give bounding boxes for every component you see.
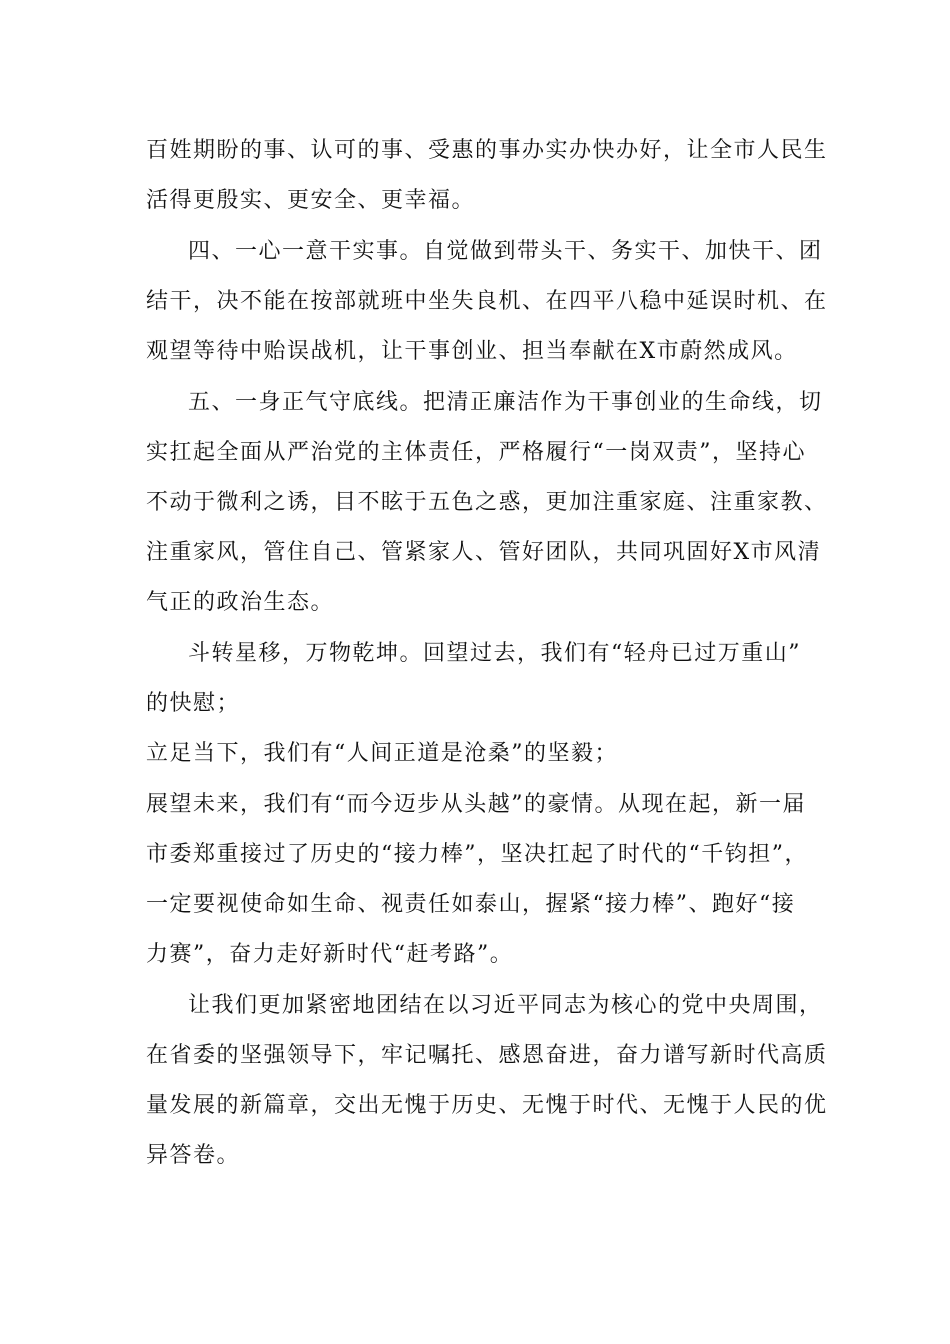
text-line: 展望未来，我们有“而今迈步从头越”的豪情。从现在起，新一届 [146, 792, 806, 817]
text-line: 异答卷。 [146, 1143, 241, 1168]
text-line: 气正的政治生态。 [146, 590, 335, 615]
text-line: 实扛起全面从严治党的主体责任，严格履行“一岗双责”，坚持心 [146, 440, 806, 465]
text-line: 量发展的新篇章，交出无愧于历史、无愧于时代、无愧于人民的优 [146, 1093, 828, 1118]
text-line: 不动于微利之诱，目不眩于五色之惑，更加注重家庭、注重家教、 [146, 490, 828, 515]
text-line: 让我们更加紧密地团结在以习近平同志为核心的党中央周围， [188, 993, 823, 1018]
text-line: 活得更殷实、更安全、更幸福。 [146, 188, 476, 213]
text-line: 斗转星移，万物乾坤。回望过去，我们有“轻舟已过万重山” [188, 641, 801, 666]
text-line: 观望等待中贻误战机，让干事创业、担当奉献在X市蔚然成风。 [146, 339, 798, 364]
text-line: 四、一心一意干实事。自觉做到带头干、务实干、加快干、团 [188, 239, 823, 264]
text-line: 市委郑重接过了历史的“接力棒”，坚决扛起了时代的“千钧担”， [146, 842, 808, 867]
text-line: 力赛”，奋力走好新时代“赶考路”。 [146, 942, 514, 967]
text-line: 五、一身正气守底线。把清正廉洁作为干事创业的生命线，切 [188, 390, 823, 415]
text-line: 结干，决不能在按部就班中坐失良机、在四平八稳中延误时机、在 [146, 289, 828, 314]
text-line: 注重家风，管住自己、管紧家人、管好团队，共同巩固好X市风清 [146, 540, 822, 565]
text-line: 百姓期盼的事、认可的事、受惠的事办实办快办好，让全市人民生 [146, 138, 828, 163]
text-line: 的快慰； [146, 691, 241, 716]
text-line: 在省委的坚强领导下，牢记嘱托、感恩奋进，奋力谱写新时代高质 [146, 1043, 828, 1068]
text-line: 一定要视使命如生命、视责任如泰山，握紧“接力棒”、跑好“接 [146, 892, 796, 917]
text-line: 立足当下，我们有“人间正道是沧桑”的坚毅； [146, 741, 618, 766]
